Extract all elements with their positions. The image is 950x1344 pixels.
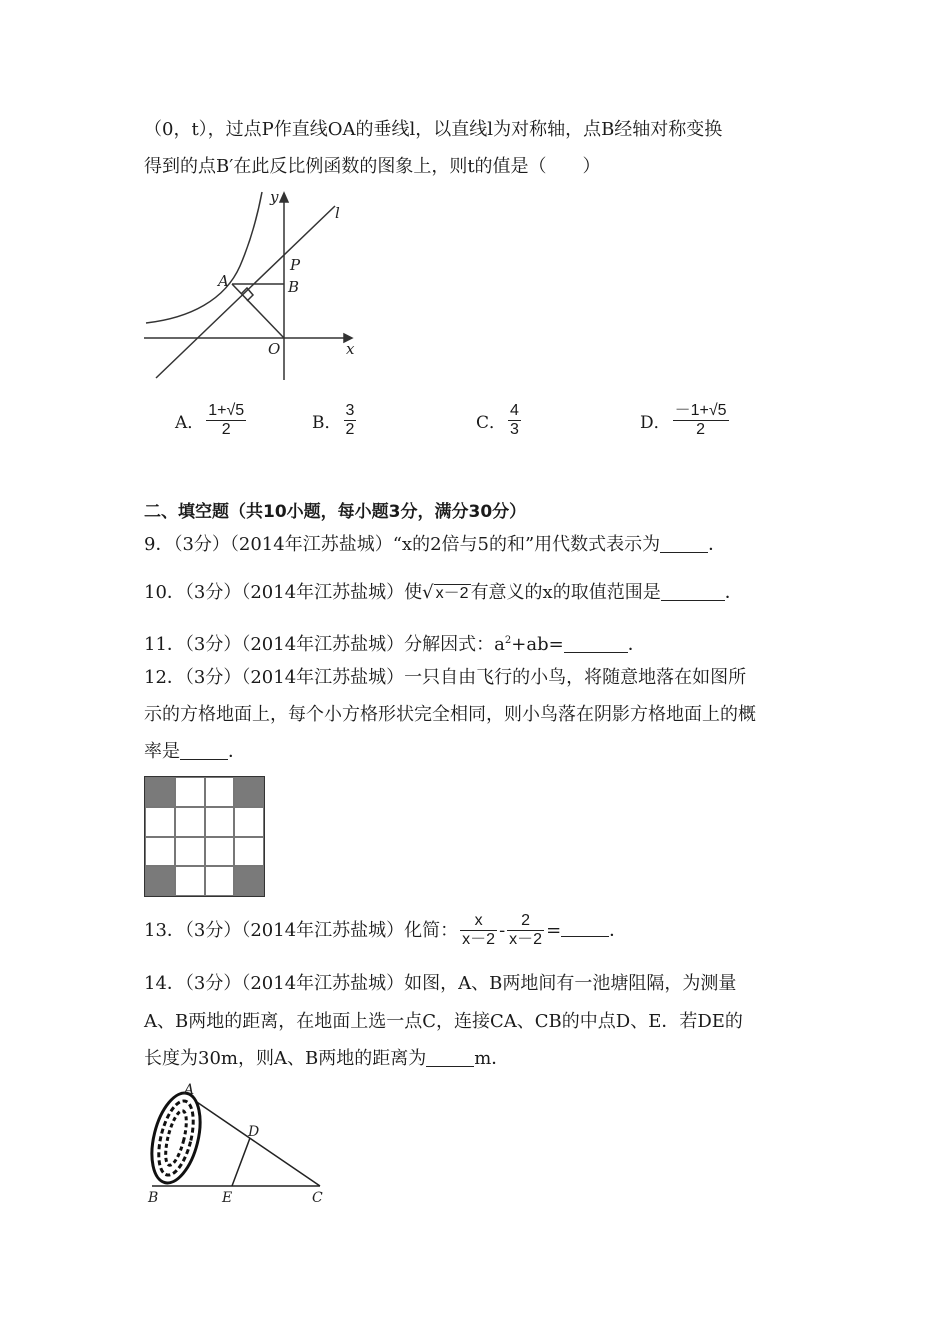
q12-line-3 xyxy=(144,740,246,764)
label-x: x xyxy=(346,340,355,358)
option-b-fraction xyxy=(344,402,357,439)
q13-minus: - xyxy=(499,919,506,941)
q10-mid: 有意义的x的取值范围是 xyxy=(470,582,661,603)
q13-f2-denominator: x－2 xyxy=(509,931,543,948)
q14-answer-blank[interactable] xyxy=(426,1065,474,1067)
grid-cell xyxy=(175,866,205,896)
q11-exponent: 2 xyxy=(504,635,512,646)
q11-text: 11．（3分）（2014年江苏盐城）分解因式：a xyxy=(144,634,505,655)
q13-suffix: ． xyxy=(609,919,628,941)
option-a-letter: A． xyxy=(175,413,205,433)
grid-cell xyxy=(175,777,205,807)
q14-line-2: A、B两地的距离，在地面上选一点C，连接CA、CB的中点D、E．若DE的 xyxy=(144,1011,743,1032)
q12-suffix: ． xyxy=(228,741,246,762)
grid-cell xyxy=(145,837,175,867)
question-11 xyxy=(144,629,646,657)
pond-triangle-figure xyxy=(140,1082,340,1206)
option-d[interactable] xyxy=(640,402,731,439)
q11-answer-blank[interactable] xyxy=(564,651,628,653)
option-b-letter: B． xyxy=(312,413,342,433)
line-l xyxy=(156,206,335,378)
label-y: y xyxy=(270,188,279,206)
grid-cell xyxy=(205,866,235,896)
intro-line-2: 得到的点B′在此反比例函数的图象上，则t的值是（ ） xyxy=(144,156,601,177)
q12-line-2: 示的方格地面上，每个小方格形状完全相同，则小鸟落在阴影方格地面上的概 xyxy=(144,704,756,725)
label-P: P xyxy=(290,256,301,274)
q12-text: 率是 xyxy=(144,741,180,762)
label-B: B xyxy=(148,1190,159,1206)
intro-line-1: （0，t），过点P作直线OA的垂线l，以直线l为对称轴，点B经轴对称变换 xyxy=(144,119,723,140)
q13-fraction-1 xyxy=(460,912,497,949)
q9-answer-blank[interactable] xyxy=(660,551,708,553)
option-c-denominator: 3 xyxy=(510,421,519,438)
y-axis-arrow xyxy=(280,193,288,202)
option-a[interactable] xyxy=(175,402,248,439)
grid-cell-shaded xyxy=(145,777,175,807)
grid-cell xyxy=(205,837,235,867)
q14-unit: m． xyxy=(474,1048,510,1069)
option-c[interactable] xyxy=(476,402,523,439)
grid-cell-shaded xyxy=(145,866,175,896)
q10-radicand: x－2 xyxy=(435,585,469,602)
q13-f1-numerator: x xyxy=(474,912,483,929)
hyperbola-curve xyxy=(146,192,262,323)
hyperbola-figure xyxy=(140,188,370,388)
sqrt-symbol: √ xyxy=(422,582,434,603)
option-c-fraction xyxy=(508,402,521,439)
option-b[interactable] xyxy=(312,402,358,439)
label-l: l xyxy=(335,204,340,222)
q13-text: 13．（3分）（2014年江苏盐城）化简： xyxy=(144,919,459,941)
grid-cell xyxy=(234,807,264,837)
q14-text: 长度为30m，则A、B两地的距离为 xyxy=(144,1048,427,1069)
q13-f1-denominator: x－2 xyxy=(462,931,496,948)
option-b-denominator: 2 xyxy=(345,421,355,438)
option-b-numerator: 3 xyxy=(345,402,355,419)
grid-cell-shaded xyxy=(234,866,264,896)
grid-cell xyxy=(205,777,235,807)
segment-DE xyxy=(232,1138,250,1186)
q13-f2-numerator: 2 xyxy=(521,912,531,929)
segment-AC xyxy=(188,1096,320,1186)
question-13 xyxy=(144,912,627,949)
label-A: A xyxy=(184,1082,195,1098)
segment-OA xyxy=(232,284,284,338)
option-c-numerator: 4 xyxy=(510,402,519,419)
label-B: B xyxy=(288,278,300,296)
q14-line-3 xyxy=(144,1047,509,1071)
q12-line-1: 12．（3分）（2014年江苏盐城）一只自由飞行的小鸟，将随意地落在如图所 xyxy=(144,667,747,688)
q13-equals: = xyxy=(546,919,562,941)
option-d-fraction xyxy=(673,402,729,439)
label-O: O xyxy=(268,340,281,358)
grid-cell xyxy=(205,807,235,837)
tile-grid-figure xyxy=(144,776,265,897)
option-a-fraction xyxy=(206,402,246,439)
label-C: C xyxy=(312,1190,323,1206)
q13-answer-blank[interactable] xyxy=(561,935,609,937)
q11-mid: +ab= xyxy=(511,634,564,655)
q10-suffix: ． xyxy=(724,582,743,603)
option-d-letter: D． xyxy=(640,413,671,433)
label-A: A xyxy=(218,272,229,290)
q13-fraction-2 xyxy=(507,912,544,949)
q9-suffix: ． xyxy=(708,534,727,555)
q14-line-1: 14．（3分）（2014年江苏盐城）如图，A、B两地间有一池塘阻隔，为测量 xyxy=(144,973,737,994)
option-a-denominator: 2 xyxy=(221,421,231,438)
option-d-denominator: 2 xyxy=(696,421,706,438)
label-E: E xyxy=(222,1190,233,1206)
q10-answer-blank[interactable] xyxy=(661,599,725,601)
section-title: 二、填空题（共10小题，每小题3分，满分30分） xyxy=(144,502,527,522)
grid-cell xyxy=(234,837,264,867)
grid-cell xyxy=(145,807,175,837)
grid-cell xyxy=(175,837,205,867)
question-9 xyxy=(144,533,726,557)
grid-cell xyxy=(175,807,205,837)
option-a-numerator: 1+√5 xyxy=(208,402,245,419)
q10-text: 10．（3分）（2014年江苏盐城）使 xyxy=(144,582,423,603)
q12-answer-blank[interactable] xyxy=(180,758,228,760)
label-D: D xyxy=(248,1124,260,1140)
q9-text: 9．（3分）（2014年江苏盐城）“x的2倍与5的和”用代数式表示为 xyxy=(144,534,661,555)
option-c-letter: C． xyxy=(476,413,507,433)
grid-cell-shaded xyxy=(234,777,264,807)
question-10 xyxy=(144,581,743,606)
option-d-numerator: －1+√5 xyxy=(674,402,727,419)
q11-suffix: ． xyxy=(627,634,646,655)
